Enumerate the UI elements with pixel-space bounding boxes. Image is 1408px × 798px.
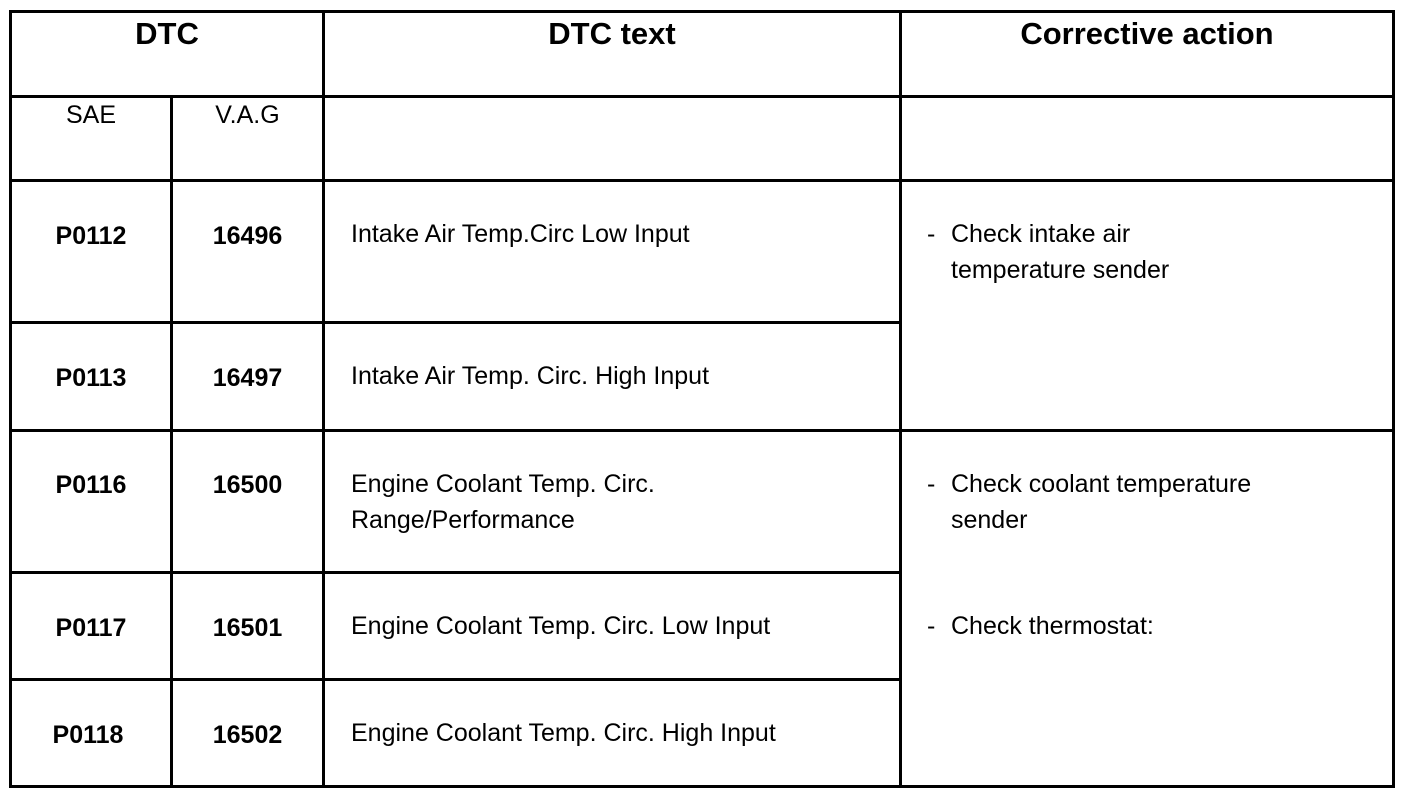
header-dtc: DTC	[135, 16, 199, 51]
row-sae-code: P0113	[55, 364, 127, 392]
row-vag-code: 16496	[212, 222, 283, 250]
row-sae-code: P0116	[55, 471, 127, 499]
row-vag-code: 16502	[212, 721, 283, 749]
header-dtc-text: DTC text	[548, 16, 676, 51]
bullet-dash: -	[927, 220, 936, 248]
row-vag-code: 16501	[212, 614, 283, 642]
row-dtc-text-line: Engine Coolant Temp. Circ. Low Input	[351, 612, 771, 640]
action-line: Check thermostat:	[951, 612, 1154, 640]
row-dtc-text	[351, 715, 776, 751]
row-dtc-text-line: Engine Coolant Temp. Circ.	[351, 470, 655, 498]
row-vag-code: 16500	[212, 471, 283, 499]
action-line: temperature sender	[951, 256, 1170, 284]
row-dtc-text-line: Range/Performance	[351, 506, 575, 534]
action-line: sender	[951, 506, 1028, 534]
row-sae-code: P0118	[52, 721, 124, 749]
hline-row1	[9, 321, 902, 324]
subheader-sae: SAE	[65, 101, 117, 129]
bullet-dash: -	[927, 470, 936, 498]
row-sae-code: P0117	[55, 614, 127, 642]
action-line: Check intake air	[951, 220, 1131, 248]
row-dtc-text-line: Intake Air Temp. Circ. High Input	[351, 362, 710, 390]
subheader-vag: V.A.G	[215, 101, 280, 129]
corrective-action-item	[927, 216, 1169, 288]
action-line: Check coolant temperature	[951, 470, 1252, 498]
hline-row3	[9, 571, 902, 574]
row-dtc-text-line: Engine Coolant Temp. Circ. High Input	[351, 719, 776, 747]
row-dtc-text	[351, 608, 770, 644]
row-dtc-text	[351, 358, 709, 394]
corrective-action-item	[927, 466, 1251, 538]
row-dtc-text	[351, 466, 655, 538]
hline-subheader	[9, 179, 1395, 182]
border-top	[9, 10, 1395, 13]
hline-header	[9, 95, 1395, 98]
bullet-dash: -	[927, 612, 936, 640]
vline-dtc-text	[322, 10, 325, 788]
corrective-action-item	[927, 608, 1154, 644]
header-corrective-action: Corrective action	[1020, 16, 1274, 51]
border-bottom	[9, 785, 1395, 788]
row-sae-code: P0112	[55, 222, 127, 250]
hline-group	[9, 429, 1395, 432]
hline-row4	[9, 678, 902, 681]
vline-sae-vag	[170, 95, 173, 788]
vline-action	[899, 10, 902, 788]
border-right	[1392, 10, 1395, 788]
row-dtc-text-line: Intake Air Temp.Circ Low Input	[351, 220, 690, 248]
row-dtc-text	[351, 216, 690, 252]
row-vag-code: 16497	[212, 364, 283, 392]
